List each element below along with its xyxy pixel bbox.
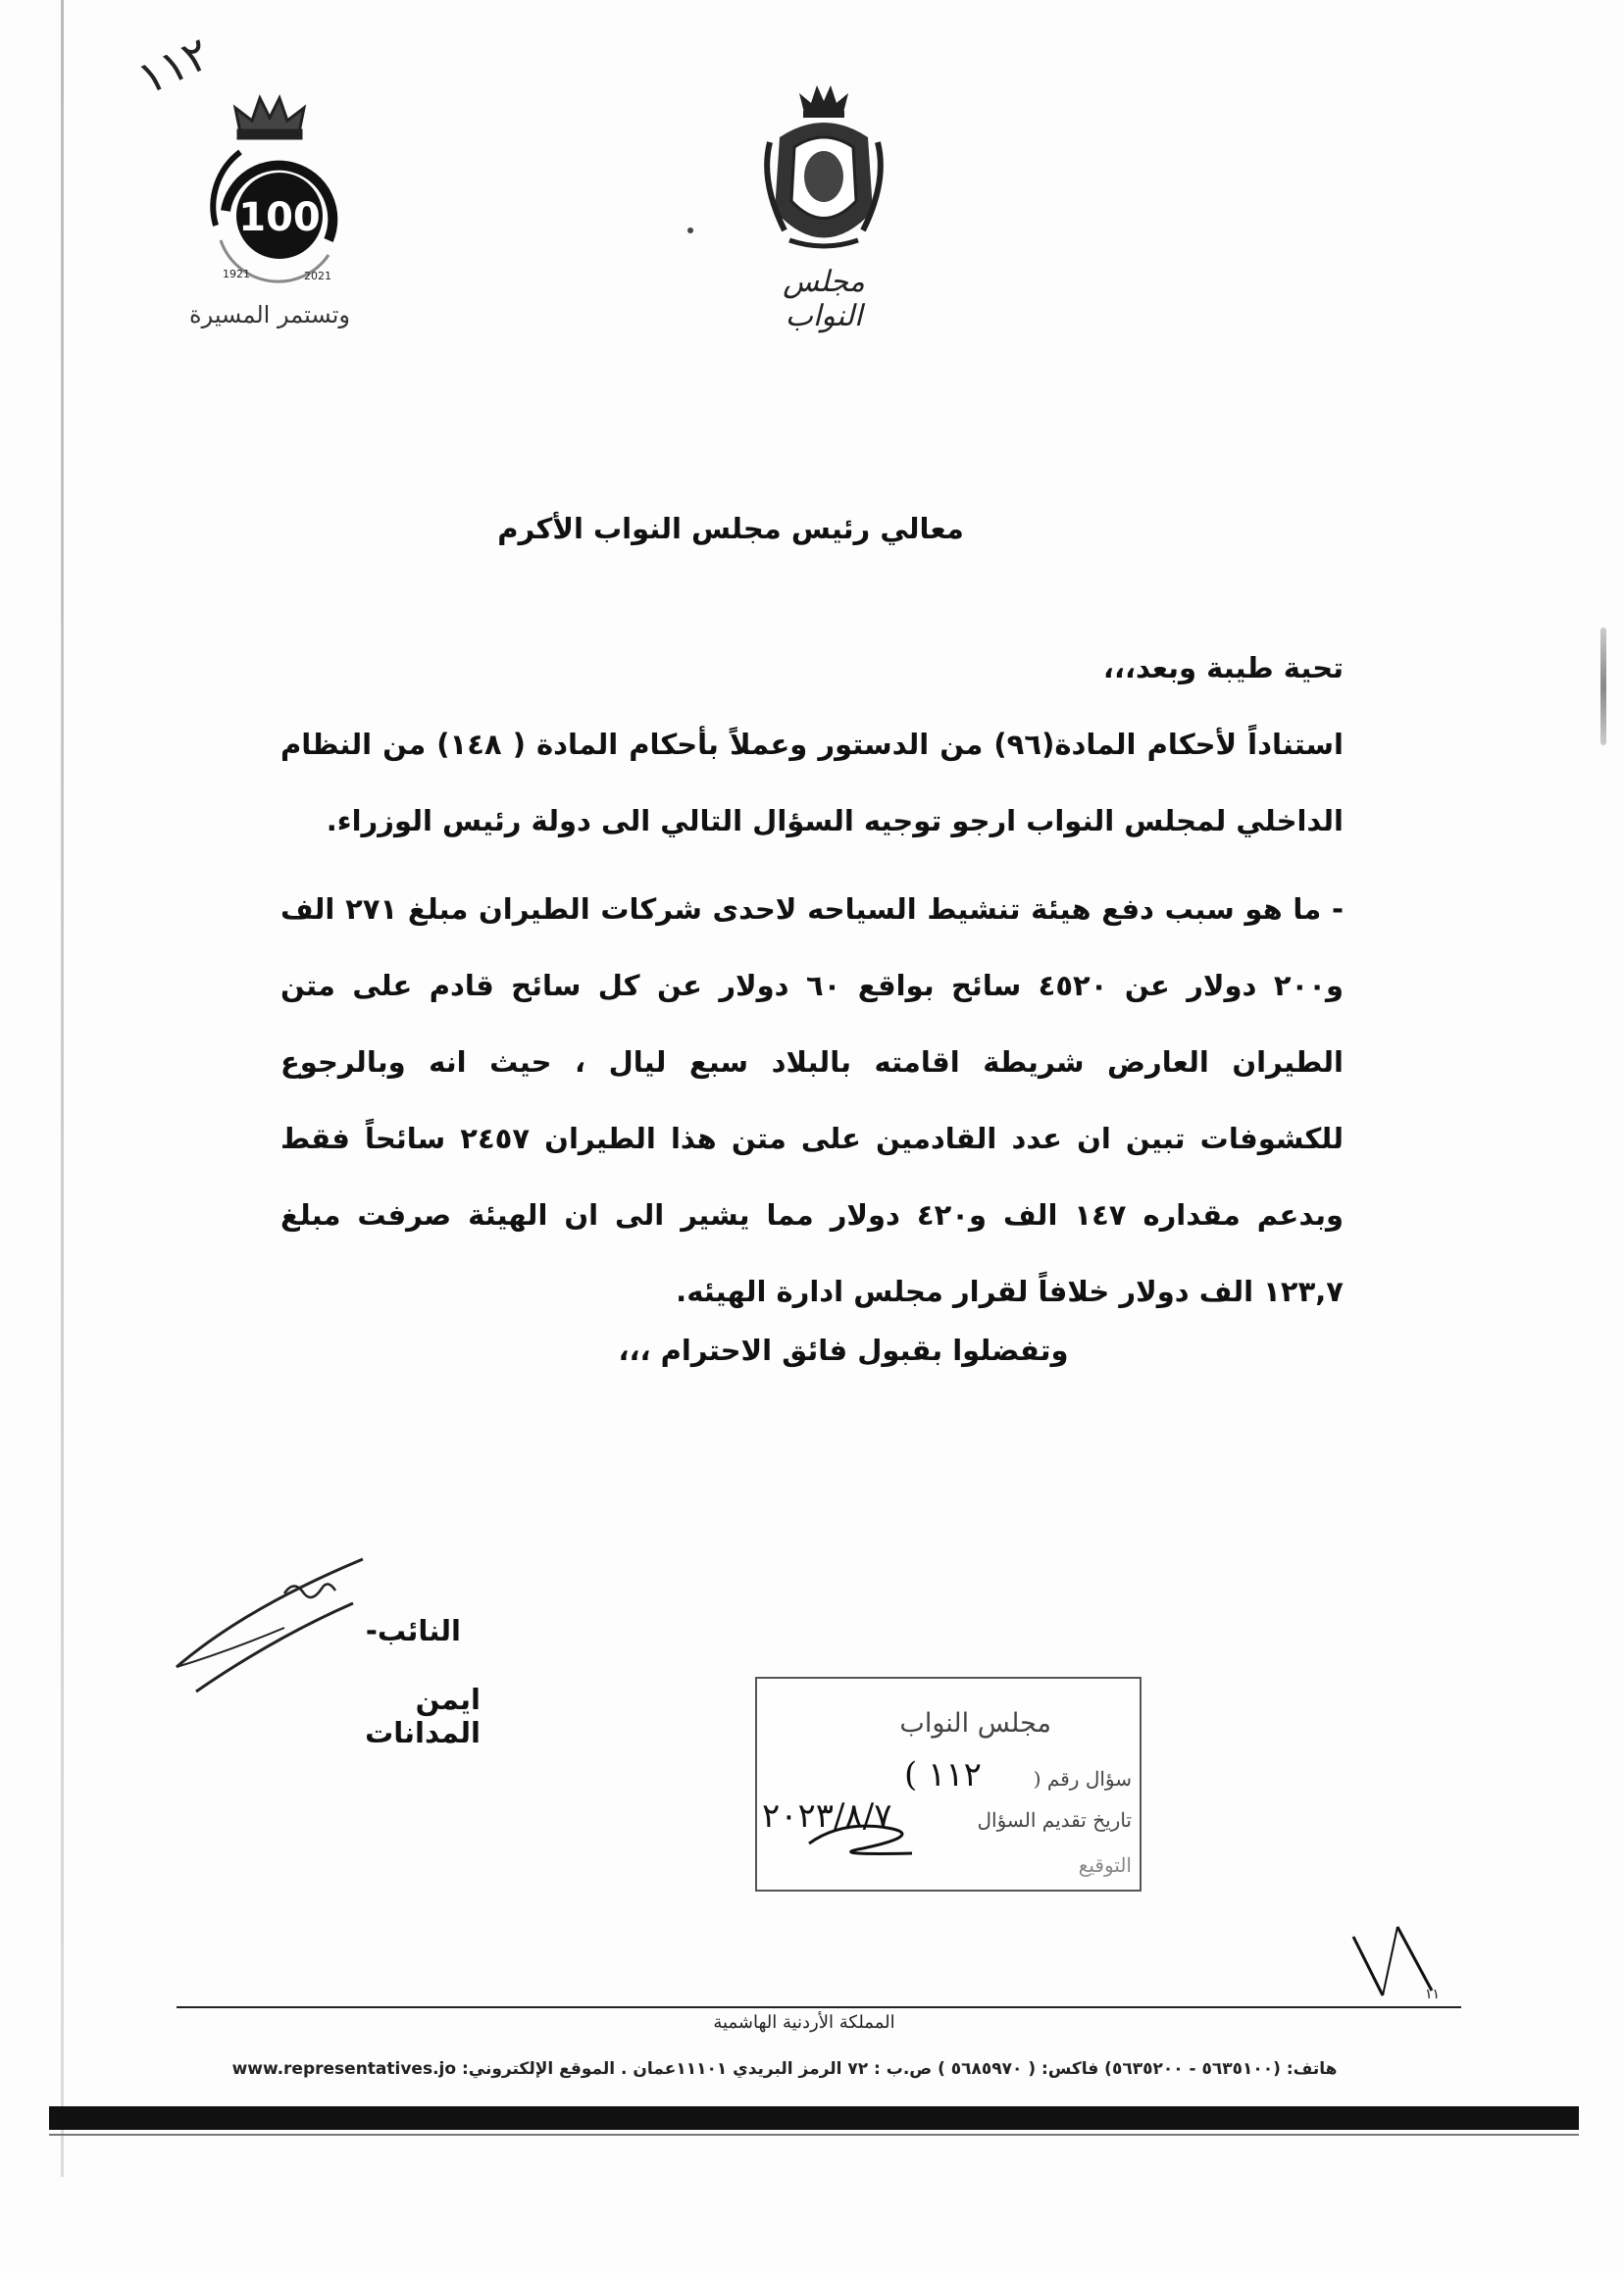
stamp-question-number-label: سؤال رقم ( [1033, 1767, 1132, 1791]
footer-divider [177, 2006, 1461, 2008]
footer-organization: المملكة الأردنية الهاشمية [713, 2012, 895, 2033]
centenary-slogan: وتستمر المسيرة [189, 301, 350, 328]
centenary-year-end: 2021 [304, 270, 331, 282]
signatory-name: ايمن المدانات [365, 1683, 481, 1749]
scan-dot [687, 227, 693, 233]
stamp-heading: مجلس النواب [899, 1708, 1051, 1739]
stamp-question-number: ١١٢ ) [904, 1755, 982, 1794]
coat-of-arms-icon [760, 83, 888, 255]
parliament-emblem [755, 83, 892, 348]
paragraph-legal-basis: استناداً لأحكام المادة(٩٦) من الدستور وعملاً بأحكام المادة ( ١٤٨) من النظام الداخلي لمجلس النواب ارجو توجيه السؤال التالي الى دولة رئيس الوزراء. [280, 728, 1344, 837]
paragraph-question: - ما هو سبب دفع هيئة تنشيط السياحه لاحدى شركات الطيران مبلغ ٢٧١ الف و٢٠٠ دولار عن ٤٥٢٠ سائح بواقع ٦٠ دولار عن كل سائح قادم على متن الطيران العارض شريطة اقامته بالبلاد سبع ليال ، حيث انه وبالرجوع للكشوفات تبين ان عدد القادمين على متن هذا الطيران ٢٤٥٧ سائحاً فقط وبدعم مقداره ١٤٧ الف و٤٢٠ دولار مما يشير الى ان الهيئة صرفت مبلغ ١٢٣,٧ الف دولار خلافاً لقرار مجلس ادارة الهيئه. [280, 892, 1344, 1308]
scan-binder-mark [1600, 628, 1606, 745]
addressee: معالي رئيس مجلس النواب الأكرم [497, 512, 964, 545]
signatory-title: النائب- [365, 1614, 461, 1647]
crown-100-icon [181, 93, 358, 299]
centenary-year-start: 1921 [223, 268, 250, 280]
centenary-number: 100 [238, 195, 321, 240]
greeting: تحية طيبة وبعد،،، [1102, 651, 1344, 684]
institution-name: مجلس النواب [783, 265, 865, 333]
stamp-signature-label: التوقيع [1078, 1853, 1132, 1877]
footer-rule [49, 2134, 1579, 2136]
closing: وتفضلوا بقبول فائق الاحترام ،،، [618, 1334, 1069, 1367]
stamp-date-label: تاريخ تقديم السؤال [977, 1808, 1132, 1832]
footer-contact-info: هاتف: (٥٦٣٥١٠٠ - ٥٦٣٥٢٠٠) فاكس: ( ٥٦٨٥٩٧٠ ) ص.ب : ٧٢ الرمز البريدي ١١١٠١عمان . الموقع الإلكتروني: www.representatives.jo [231, 2059, 1338, 2079]
handwritten-page-mark [1344, 1922, 1442, 2000]
scan-edge [61, 0, 64, 2177]
centenary-logo [157, 93, 382, 348]
handwritten-reference: ١١٢ [129, 25, 219, 106]
page-mark-text: ١١ [1424, 1987, 1440, 2000]
stamp-signature-scribble [804, 1814, 932, 1863]
stamp-date: ٢٠٢٣/٨/٧ [762, 1796, 892, 1836]
footer-band [49, 2106, 1579, 2130]
